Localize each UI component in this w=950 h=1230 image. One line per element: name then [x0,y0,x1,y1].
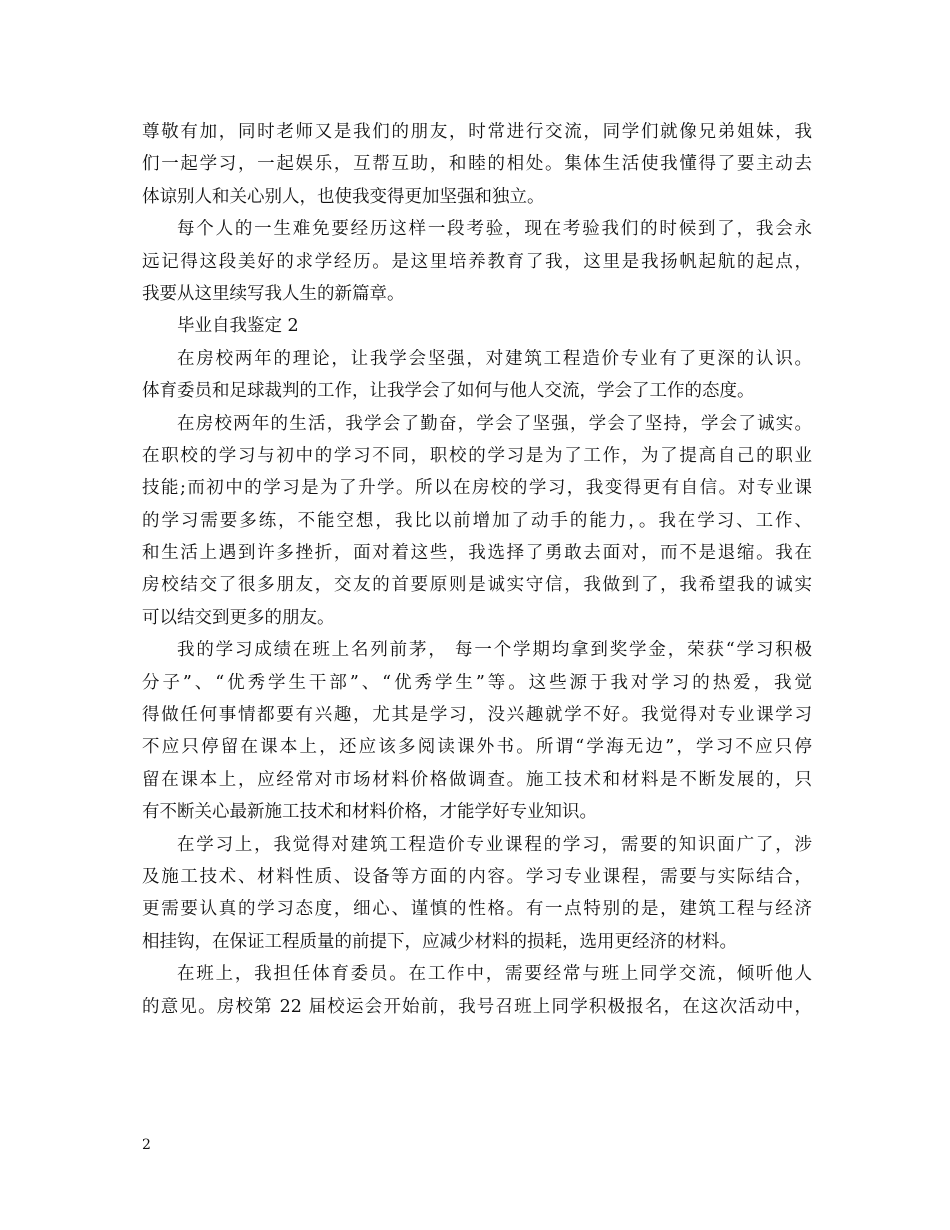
text-line: 毕业自我鉴定 2 [177,316,299,337]
text-line: 尊敬有加，同时老师又是我们的朋友，时常进行交流，同学们就像兄弟姐妹，我 [142,122,812,142]
text-line: 在房校两年的生活，我学会了勤奋，学会了坚强，学会了坚持，学会了诚实。 [177,413,812,434]
text-line: 和生活上遇到许多挫折，面对着这些，我选择了勇敢去面对，而不是退缩。我在 [142,543,812,564]
text-line: 在职校的学习与初中的学习不同，职校的学习是为了工作，为了提高自己的职业 [142,445,812,466]
text-line: 房校结交了很多朋友，交友的首要原则是诚实守信，我做到了，我希望我的诚实 [142,575,812,596]
text-line: 更需要认真的学习态度，细心、谨慎的性格。有一点特别的是，建筑工程与经济 [142,899,812,920]
text-line: 我要从这里续写我人生的新篇章。 [142,283,405,304]
text-line: 远记得这段美好的求学经历。是这里培养教育了我，这里是我扬帆起航的起点， [142,251,812,272]
text-line: 及施工技术、材料性质、设备等方面的内容。学习专业课程，需要与实际结合， [142,866,812,887]
text-line: 不应只停留在课本上，还应该多阅读课外书。所谓“学海无边”，学习不应只停 [142,737,812,758]
text-line: 在班上，我担任体育委员。在工作中，需要经常与班上同学交流，倾听他人 [177,964,812,985]
text-line: 的学习需要多练，不能空想，我比以前增加了动手的能力，。我在学习、工作、 [142,510,812,531]
text-line: 我的学习成绩在班上名列前茅， 每一个学期均拿到奖学金，荣获“学习积极 [177,640,812,661]
text-line: 每个人的一生难免要经历这样一段考验，现在考验我们的时候到了，我会永 [177,219,812,240]
text-line: 留在课本上，应经常对市场材料价格做调查。施工技术和材料是不断发展的，只 [142,769,812,790]
page-number: 2 [142,1137,151,1153]
text-line: 分子”、“优秀学生干部”、“优秀学生”等。这些源于我对学习的热爱，我觉 [142,672,812,693]
text-line: 在学习上，我觉得对建筑工程造价专业课程的学习，需要的知识面广了，涉 [177,834,812,855]
text-line: 得做任何事情都要有兴趣，尤其是学习，没兴趣就学不好。我觉得对专业课学习 [142,705,812,726]
text-line: 在房校两年的理论，让我学会坚强，对建筑工程造价专业有了更深的认识。 [177,348,812,369]
text-line: 可以结交到更多的朋友。 [142,607,335,628]
text-line: 体育委员和足球裁判的工作，让我学会了如何与他人交流，学会了工作的态度。 [142,381,755,402]
text-line: 有不断关心最新施工技术和材料价格，才能学好专业知识。 [142,802,597,823]
text-line: 的意见。房校第 22 届校运会开始前，我号召班上同学积极报名，在这次活动中， [142,996,812,1017]
text-line: 们一起学习，一起娱乐，互帮互助，和睦的相处。集体生活使我懂得了要主动去 [142,154,812,175]
text-line: 体谅别人和关心别人，也使我变得更加坚强和独立。 [142,186,545,207]
text-line: 相挂钩，在保证工程质量的前提下，应减少材料的损耗，选用更经济的材料。 [142,931,737,952]
text-line: 技能;而初中的学习是为了升学。所以在房校的学习，我变得更有自信。对专业课 [142,478,812,499]
document-body [142,116,812,1023]
